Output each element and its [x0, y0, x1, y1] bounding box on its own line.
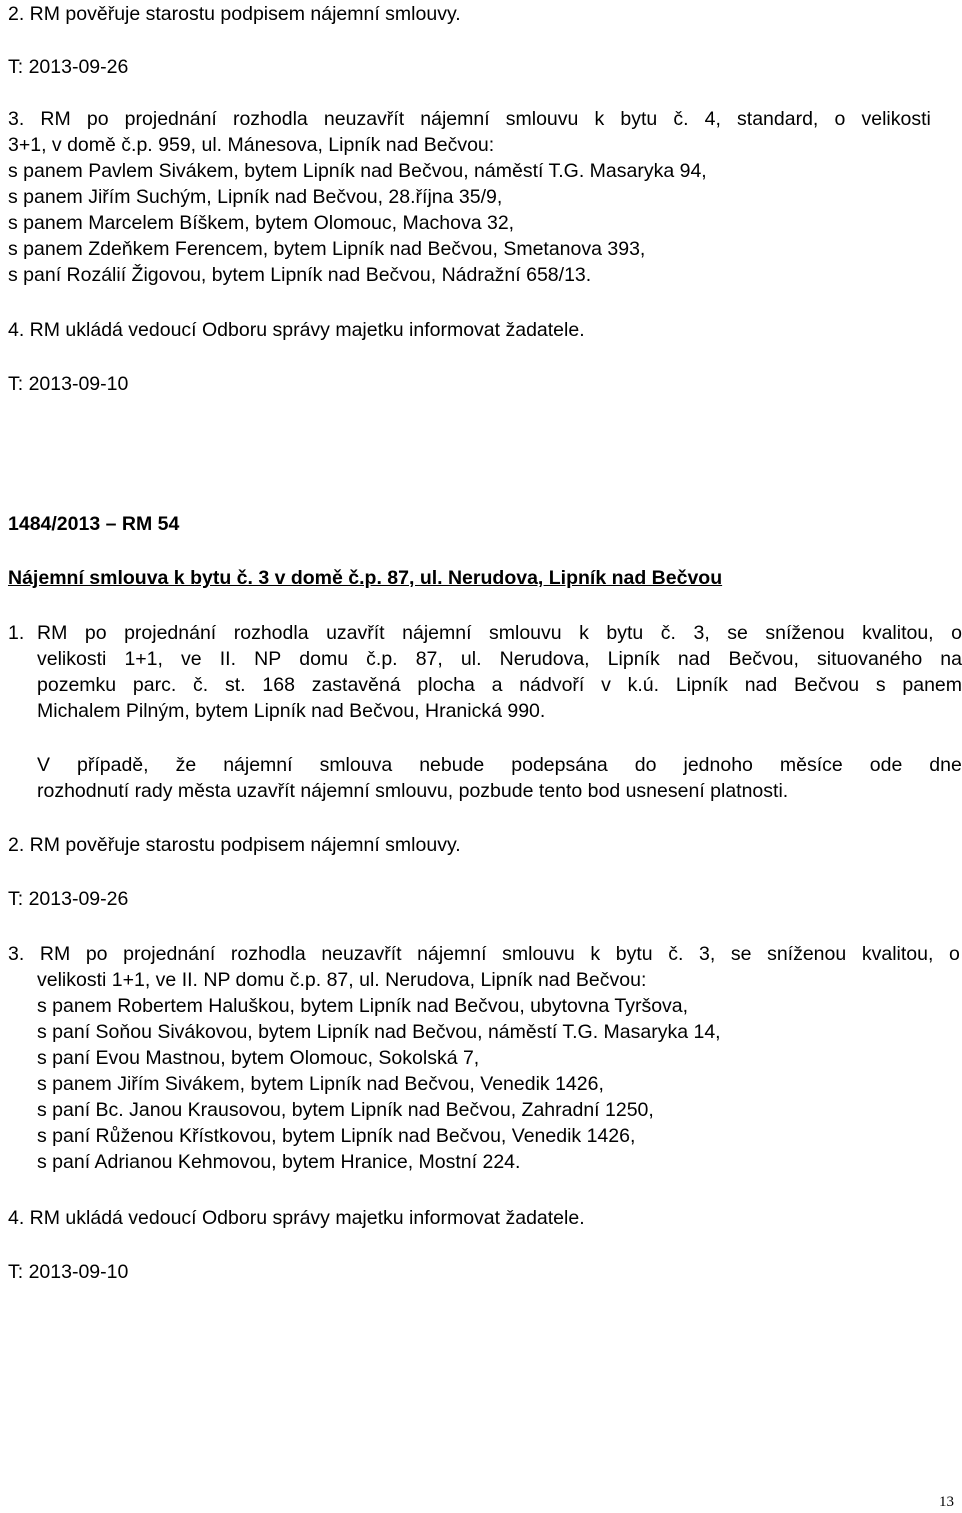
item-3-line-4: s paní Soňou Sivákovou, bytem Lipník nad Bečvou, náměstí T.G. Masaryka 14,: [37, 1021, 721, 1043]
item-3-line-3: s panem Robertem Haluškou, bytem Lipník nad Bečvou, ubytovna Tyršova,: [37, 995, 689, 1017]
item-2: 2. RM pověřuje starostu podpisem nájemní smlouvy.: [8, 834, 461, 856]
item-4: 4. RM ukládá vedoucí Odboru správy majetku informovat žadatele.: [8, 1207, 585, 1229]
item-3-top-line-2: 3+1, v domě č.p. 959, ul. Mánesova, Lipník nad Bečvou:: [8, 134, 495, 156]
item-3-top-line-1: 3. RM po projednání rozhodla neuzavřít nájemní smlouvu k bytu č. 4, standard, o velikosti: [8, 108, 931, 130]
term-top-2: T: 2013-09-10: [8, 373, 129, 395]
term-1: T: 2013-09-26: [8, 888, 129, 910]
item-4-top: 4. RM ukládá vedoucí Odboru správy majetku informovat žadatele.: [8, 319, 585, 341]
item-3-line-5: s paní Evou Mastnou, bytem Olomouc, Sokolská 7,: [37, 1047, 480, 1069]
item-3-line-2: velikosti 1+1, ve II. NP domu č.p. 87, ul. Nerudova, Lipník nad Bečvou:: [37, 969, 647, 991]
item-3-top-line-3: s panem Pavlem Sivákem, bytem Lipník nad Bečvou, náměstí T.G. Masaryka 94,: [8, 160, 707, 182]
item-3-top-line-5: s panem Marcelem Bíškem, bytem Olomouc, Machova 32,: [8, 212, 515, 234]
item-3-top-line-6: s panem Zdeňkem Ferencem, bytem Lipník nad Bečvou, Smetanova 393,: [8, 238, 646, 260]
item-1-line-3: pozemku parc. č. st. 168 zastavěná plocha a nádvoří v k.ú. Lipník nad Bečvou s panem: [37, 674, 962, 696]
item-1-number: 1.: [8, 622, 25, 644]
item-1-line-1: RM po projednání rozhodla uzavřít nájemní smlouvu k bytu č. 3, se sníženou kvalitou, o: [37, 622, 962, 644]
item-1-line-2: velikosti 1+1, ve II. NP domu č.p. 87, ul. Nerudova, Lipník nad Bečvou, situovaného na: [37, 648, 962, 670]
page-number: 13: [939, 1494, 954, 1510]
item-3-line-6: s panem Jiřím Sivákem, bytem Lipník nad Bečvou, Venedik 1426,: [37, 1073, 604, 1095]
term-top-1: T: 2013-09-26: [8, 56, 129, 78]
resolution-title: Nájemní smlouva k bytu č. 3 v domě č.p. 87, ul. Nerudova, Lipník nad Bečvou: [8, 567, 723, 589]
item-3-line-9: s paní Adrianou Kehmovou, bytem Hranice, Mostní 224.: [37, 1151, 521, 1173]
resolution-number: 1484/2013 – RM 54: [8, 513, 180, 535]
condition-line-1: V případě, že nájemní smlouva nebude podepsána do jednoho měsíce ode dne: [37, 754, 962, 776]
item-3-line-1: 3. RM po projednání rozhodla neuzavřít nájemní smlouvu k bytu č. 3, se sníženou kvalitou, o: [8, 943, 960, 965]
item-3-top-line-4: s panem Jiřím Suchým, Lipník nad Bečvou, 28.října 35/9,: [8, 186, 503, 208]
item-3-line-7: s paní Bc. Janou Krausovou, bytem Lipník nad Bečvou, Zahradní 1250,: [37, 1099, 654, 1121]
item-3-top-line-7: s paní Rozálií Žigovou, bytem Lipník nad Bečvou, Nádražní 658/13.: [8, 264, 592, 286]
item-1-line-4: Michalem Pilným, bytem Lipník nad Bečvou, Hranická 990.: [37, 700, 546, 722]
term-2: T: 2013-09-10: [8, 1261, 129, 1283]
item-2-top: 2. RM pověřuje starostu podpisem nájemní smlouvy.: [8, 3, 461, 25]
condition-line-2: rozhodnutí rady města uzavřít nájemní smlouvu, pozbude tento bod usnesení platnosti.: [37, 780, 789, 802]
item-3-line-8: s paní Růženou Křístkovou, bytem Lipník nad Bečvou, Venedik 1426,: [37, 1125, 636, 1147]
